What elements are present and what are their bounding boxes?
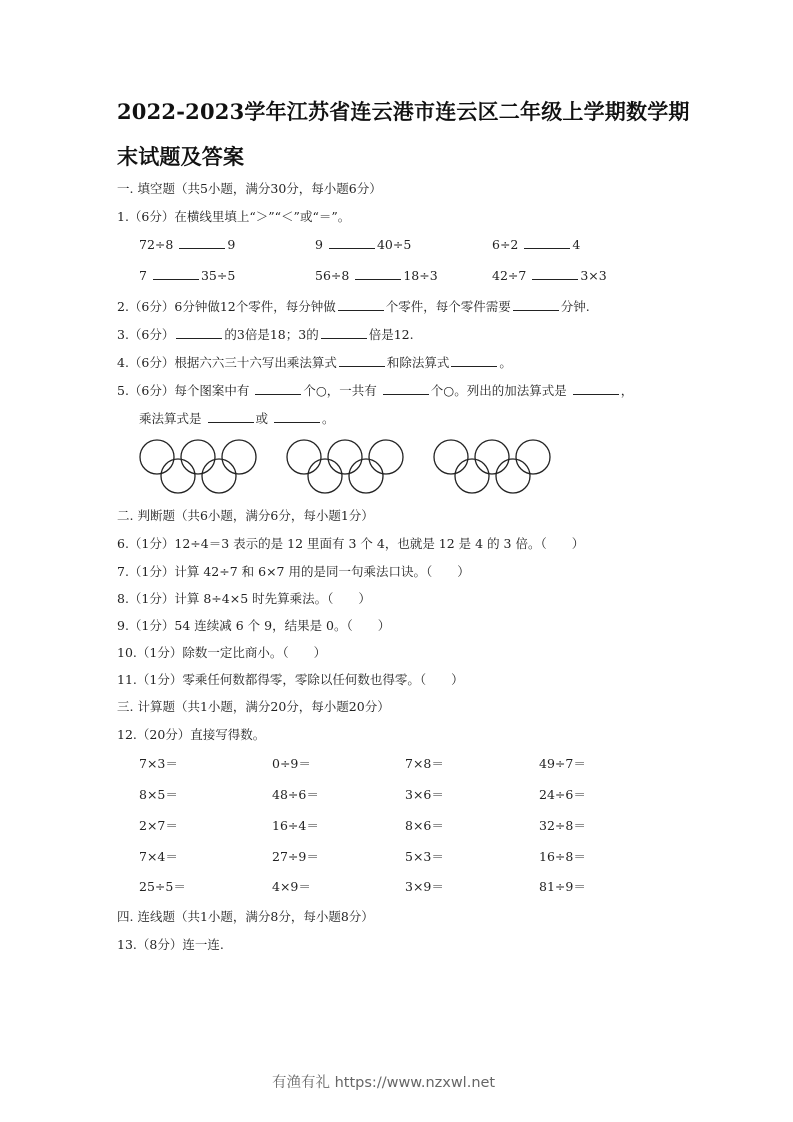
answer-blank[interactable] [451,354,497,367]
answer-blank[interactable] [338,298,384,311]
q4-text: 。 [499,355,512,370]
calc-item: 49÷7＝ [539,756,586,771]
answer-blank[interactable] [208,410,254,423]
q3-text: 倍是12. [368,327,414,342]
q1-item [139,236,235,252]
calc-item: 8×6＝ [405,818,444,833]
q1-right: 18÷3 [403,268,438,283]
q13-stem: 13.（8分）连一连. [117,937,224,952]
q1-right: 40÷5 [376,237,412,252]
q5-text: 个○。列出的加法算式是 [430,383,567,398]
q1-left: 42÷7 [492,268,527,283]
answer-blank[interactable] [383,382,429,395]
calc-item: 4×9＝ [272,879,311,894]
answer-blank[interactable] [179,236,225,249]
calc-item: 16÷8＝ [539,849,586,864]
calc-item: 0÷9＝ [272,756,311,771]
q3 [117,325,414,343]
answer-blank[interactable] [329,236,375,249]
q5-text: 。 [322,411,335,426]
footer-watermark: 有渔有礼 https://www.nzxwl.net [272,1075,496,1091]
calc-item: 2×7＝ [139,818,178,833]
calc-item: 24÷6＝ [539,787,586,802]
answer-blank[interactable] [524,236,570,249]
judge-item: 8.（1分）计算 8÷4×5 时先算乘法。（ ） [117,591,371,606]
q1-item [492,267,607,283]
section2-heading: 二. 判断题（共6小题，满分6分，每小题1分） [117,508,374,523]
q1-item [315,267,438,283]
q1-stem: 1.（6分）在横线里填上“＞”“＜”或“＝”。 [117,209,351,224]
q5-text: 个○，一共有 [303,383,377,398]
answer-blank[interactable] [153,267,199,280]
calc-item: 48÷6＝ [272,787,319,802]
q1-item [139,267,235,283]
calc-item: 27÷9＝ [272,849,319,864]
answer-blank[interactable] [274,410,320,423]
q5-text: 或 [255,411,269,426]
calc-item: 8×5＝ [139,787,178,802]
q4-text: 和除法算式 [386,355,450,370]
q1-left: 7 [139,268,147,283]
q12-stem: 12.（20分）直接写得数。 [117,727,266,742]
judge-item: 6.（1分）12÷4＝3 表示的是 12 里面有 3 个 4，也就是 12 是 4 的 3 倍。（ ） [117,536,585,551]
q5-line1 [117,381,633,399]
q4 [117,353,512,371]
ring-pattern-1 [140,440,256,493]
section1-heading: 一. 填空题（共5小题，满分30分，每小题6分） [117,181,382,196]
calc-item: 81÷9＝ [539,879,586,894]
document-title-line1: 2022-2023学年江苏省连云港市连云区二年级上学期数学期 [117,99,690,124]
calc-item: 16÷4＝ [272,818,319,833]
answer-blank[interactable] [573,382,619,395]
judge-item: 9.（1分）54 连续减 6 个 9，结果是 0。（ ） [117,618,391,633]
section3-heading: 三. 计算题（共1小题，满分20分，每小题20分） [117,699,390,714]
calc-item: 7×4＝ [139,849,178,864]
judge-item: 11.（1分）零乘任何数都得零，零除以任何数也得零。（ ） [117,672,464,687]
answer-blank[interactable] [321,326,367,339]
q1-right: 9 [227,237,236,252]
answer-blank[interactable] [255,382,301,395]
q2-text: 个零件，每个零件需要 [385,299,511,314]
calc-item: 7×3＝ [139,756,178,771]
calc-item: 7×8＝ [405,756,444,771]
calc-item: 25÷5＝ [139,879,186,894]
ring-pattern-2 [287,440,403,493]
rings-figure [135,432,565,496]
q3-text: 的3倍是18；3的 [224,327,319,342]
judge-item: 10.（1分）除数一定比商小。（ ） [117,645,327,660]
q1-left: 6÷2 [492,237,519,252]
q2 [117,297,590,315]
answer-blank[interactable] [532,267,578,280]
q5-line2 [139,409,335,427]
document-title-line2: 末试题及答案 [117,144,245,169]
q1-item [492,236,580,252]
calc-item: 32÷8＝ [539,818,586,833]
q2-text: 分钟. [560,299,590,314]
calc-item: 3×6＝ [405,787,444,802]
q5-text: 乘法算式是 [139,411,202,426]
calc-item: 5×3＝ [405,849,444,864]
calc-item: 3×9＝ [405,879,444,894]
answer-blank[interactable] [355,267,401,280]
q1-right: 3×3 [580,268,607,283]
q1-right: 4 [572,237,581,252]
q1-right: 35÷5 [200,268,236,283]
q4-text: 4.（6分）根据六六三十六写出乘法算式 [117,355,337,370]
ring-pattern-3 [434,440,550,493]
q1-left: 9 [315,237,323,252]
q3-text: 3.（6分） [117,327,175,342]
q1-item [315,236,411,252]
q1-left: 56÷8 [315,268,350,283]
answer-blank[interactable] [513,298,559,311]
q5-text: ， [620,383,634,398]
answer-blank[interactable] [176,326,222,339]
q2-text: 2.（6分）6分钟做12个零件，每分钟做 [117,299,336,314]
q5-text: 5.（6分）每个图案中有 [117,383,250,398]
answer-blank[interactable] [339,354,385,367]
judge-item: 7.（1分）计算 42÷7 和 6×7 用的是同一句乘法口诀。（ ） [117,564,470,579]
section4-heading: 四. 连线题（共1小题，满分8分，每小题8分） [117,909,374,924]
q1-left: 72÷8 [139,237,174,252]
